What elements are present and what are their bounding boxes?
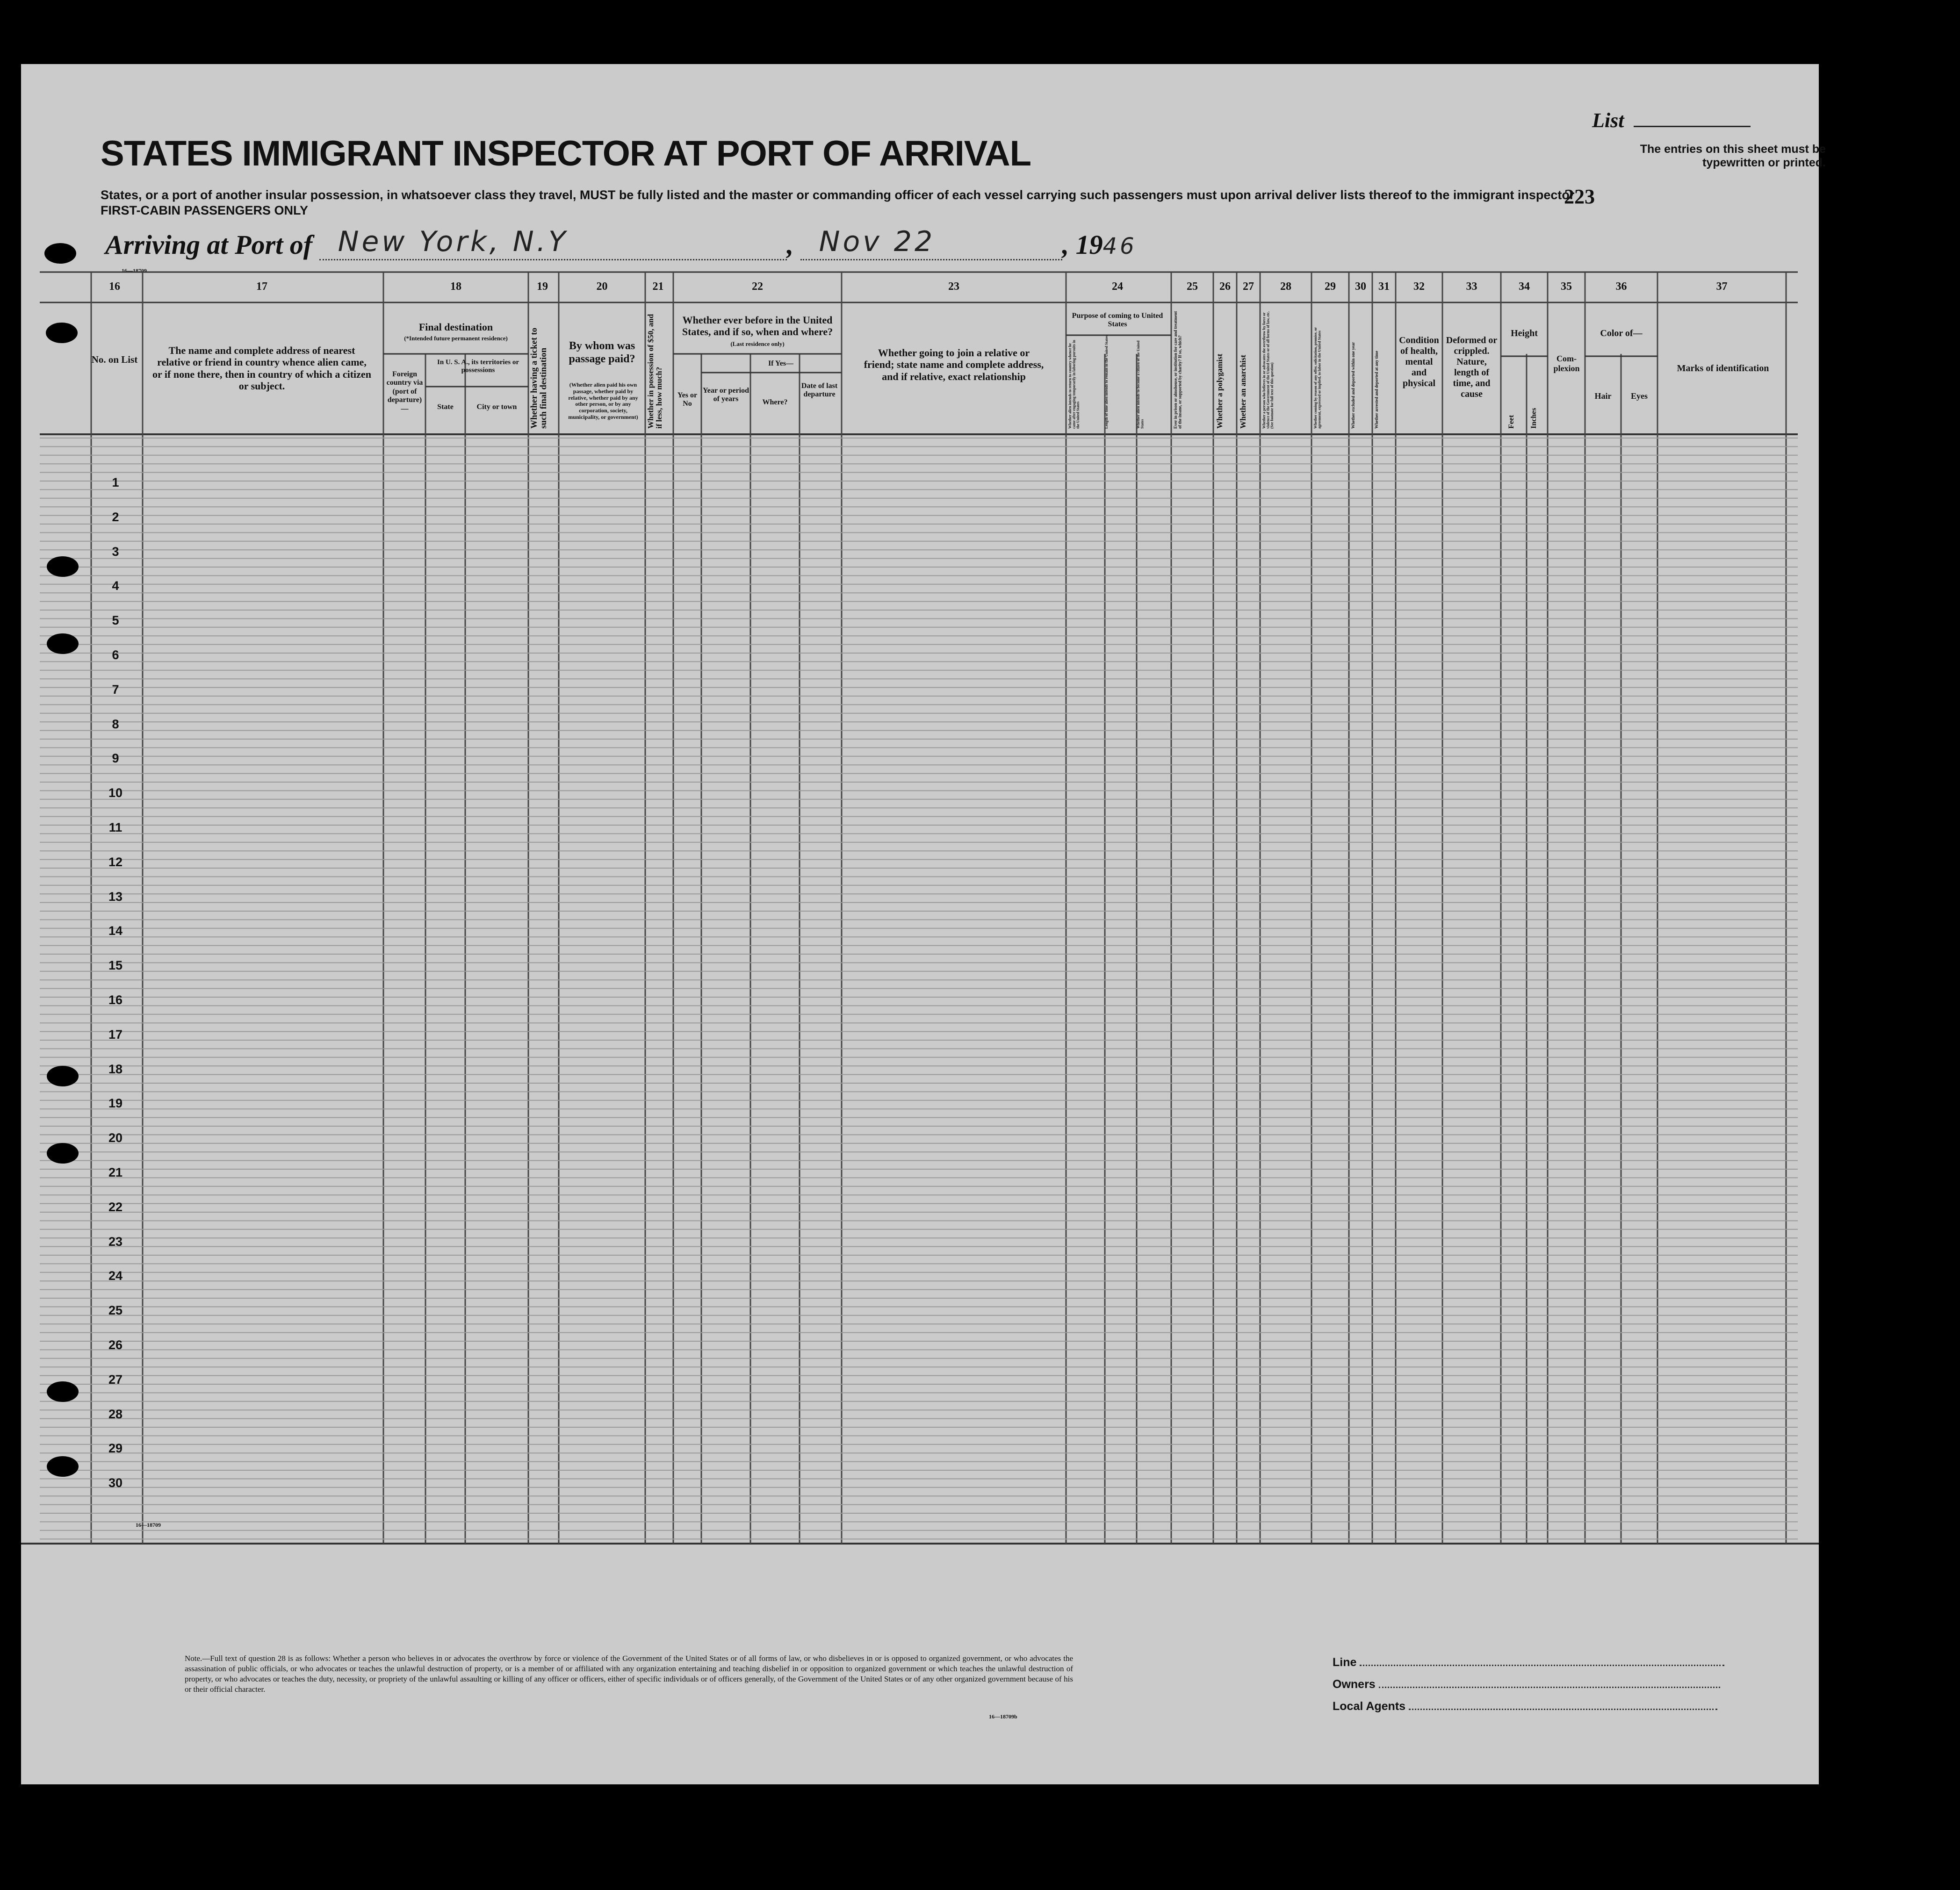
row-number: 8 bbox=[112, 717, 119, 731]
row-number: 27 bbox=[108, 1372, 123, 1387]
row-number: 9 bbox=[112, 751, 119, 766]
form-number: 16—18709 bbox=[122, 267, 147, 274]
arriving-label: Arriving at Port of bbox=[105, 230, 313, 260]
col-34-inches: Inches bbox=[1530, 408, 1538, 429]
row-number: 25 bbox=[108, 1303, 123, 1318]
agents-label: Local Agents bbox=[1333, 1700, 1406, 1713]
row-number: 4 bbox=[112, 579, 119, 593]
col-23-header: Whether going to join a relative or friend; state name and complete address, and if relative, exact relationship bbox=[864, 347, 1044, 382]
col-36-hair: Hair bbox=[1594, 391, 1612, 401]
col-32-header: Condition of health, mental and physical bbox=[1399, 335, 1439, 388]
col-33-header: Deformed or crippled. Nature, length of time, and cause bbox=[1446, 335, 1498, 399]
punch-hole bbox=[47, 1381, 79, 1402]
col-37-num: 37 bbox=[1716, 280, 1728, 293]
col-22-period: Year or period of years bbox=[703, 387, 749, 403]
row-number: 21 bbox=[108, 1165, 123, 1179]
col-31-header: Whether arrested and deported at any time bbox=[1374, 351, 1379, 429]
col-26-num: 26 bbox=[1219, 280, 1231, 293]
col-18-state: State bbox=[437, 403, 454, 411]
col-34-feet: Feet bbox=[1507, 415, 1515, 429]
row-number: 26 bbox=[108, 1338, 123, 1352]
col-22-yesno: Yes or No bbox=[677, 391, 698, 408]
line-row bbox=[1333, 1656, 1724, 1669]
col-36-header: Color of— bbox=[1600, 328, 1643, 338]
row-number: 19 bbox=[108, 1096, 123, 1111]
row-number: 22 bbox=[108, 1200, 123, 1214]
col-20-header: By whom was passage paid? bbox=[569, 340, 635, 365]
col-25-header: Ever in prison or almshouse, or institution for care and treatment of the insane, or supported by charity? If so, which? bbox=[1173, 311, 1182, 429]
col-31-num: 31 bbox=[1378, 280, 1390, 293]
col-28-header: Whether a person who believes in or advocates the overthrow by force or violence of the Government of the United States or of all forms of law, etc. (See footnote for full text of this question) bbox=[1262, 311, 1274, 429]
row-number: 20 bbox=[108, 1131, 123, 1145]
sheet-number: 223 bbox=[1564, 185, 1595, 208]
col-21-num: 21 bbox=[652, 280, 664, 293]
col-20-num: 20 bbox=[596, 280, 608, 293]
row-number: 28 bbox=[108, 1407, 123, 1421]
col-34-num: 34 bbox=[1519, 280, 1530, 293]
col-28-num: 28 bbox=[1280, 280, 1291, 293]
col-27-header: Whether an anarchist bbox=[1239, 354, 1247, 429]
punch-hole bbox=[47, 1456, 79, 1477]
manifest-sheet bbox=[21, 64, 1826, 1784]
row-number: 5 bbox=[112, 613, 119, 628]
row-number: 7 bbox=[112, 682, 119, 697]
col-18-foreign: Foreign country via (port of departure)— bbox=[386, 370, 423, 413]
col-23-num: 23 bbox=[948, 280, 959, 293]
entries-note: The entries on this sheet must be typewritten or printed. bbox=[1640, 143, 1826, 169]
col-29-header: Whether coming by reason of any offer, solicitation, promise, or agreement, expressed or implied, to labor in the United States bbox=[1313, 327, 1322, 429]
line-label: Line bbox=[1333, 1656, 1357, 1669]
col-18-num: 18 bbox=[450, 280, 461, 293]
col-36-num: 36 bbox=[1615, 280, 1627, 293]
owners-label: Owners bbox=[1333, 1678, 1376, 1691]
col-24-header: Purpose of coming to United States bbox=[1072, 312, 1163, 329]
col-32-num: 32 bbox=[1413, 280, 1425, 293]
footer-note: Note.—Full text of question 28 is as follows: Whether a person who believes in or advocates the overthrow by force or violence of the Government of the United States or of all forms of law, or who disbelieves in or is opposed to organized government, or who advocates the assassination of public officials, or who advocates or teaches the unlawful destruction of property, or is a member of or affiliated with any organization entertaining and teaching disbelief in or opposition to organized government or which teaches the unlawful destruction of property, or who advocates or teaches the duty, necessity, or propriety of the unlawful assaulting or killing of any officer or officers, either of specific individuals or of officers generally, of the Government of the United States or of any other organized government because of his or their official character. bbox=[185, 1654, 1073, 1694]
col-21-header: Whether in possession of $50, and if less, how much? bbox=[646, 314, 663, 429]
row-number: 29 bbox=[108, 1441, 123, 1456]
punch-hole bbox=[47, 1143, 79, 1164]
row-number: 10 bbox=[108, 786, 123, 800]
col-22-num: 22 bbox=[752, 280, 763, 293]
col-22-header: Whether ever before in the United States, and if so, when and where? bbox=[682, 314, 833, 338]
row-number: 13 bbox=[108, 889, 123, 904]
row-number: 16 bbox=[108, 993, 123, 1007]
col-24-b: Length of time alien intends to remain in the United States bbox=[1104, 335, 1109, 429]
col-18-city: City or town bbox=[476, 403, 517, 411]
row-number: 14 bbox=[108, 924, 123, 938]
col-24-a: Whether alien intends to return to country whence he came after engaging temporarily in laboring pursuits in the United States bbox=[1068, 340, 1080, 429]
row-number: 15 bbox=[108, 958, 123, 973]
year-value: 46 bbox=[1102, 233, 1137, 259]
col-24-c: Whether alien intends to become a citizen of the United States bbox=[1136, 340, 1145, 429]
row-number: 2 bbox=[112, 510, 119, 524]
col-18-usa: In U. S. A., its territories or possessions bbox=[437, 359, 519, 374]
port-value: New York, N.Y bbox=[338, 225, 569, 258]
punch-hole bbox=[47, 1066, 79, 1086]
col-17-header: The name and complete address of nearest relative or friend in country whence alien came, or if none there, then in country of which a citizen or subject. bbox=[152, 345, 371, 392]
col-22-date: Date of last departure bbox=[801, 382, 838, 399]
row-number: 18 bbox=[108, 1062, 123, 1076]
table-grid bbox=[21, 64, 1819, 1784]
col-33-num: 33 bbox=[1466, 280, 1477, 293]
col-16-header: No. on List bbox=[91, 354, 138, 365]
col-22-ifyes: If Yes— bbox=[768, 359, 794, 367]
col-35-header: Com-plexion bbox=[1553, 354, 1580, 373]
col-19-header: Whether having a ticket to such final destination bbox=[529, 327, 548, 429]
col-17-num: 17 bbox=[256, 280, 267, 293]
col-34-header: Height bbox=[1511, 328, 1538, 338]
row-number: 17 bbox=[108, 1027, 123, 1042]
col-30-header: Whether excluded and deported within one year bbox=[1351, 342, 1355, 429]
col-29-num: 29 bbox=[1325, 280, 1336, 293]
row-number: 23 bbox=[108, 1234, 123, 1249]
row-number: 24 bbox=[108, 1269, 123, 1283]
row-number: 12 bbox=[108, 855, 123, 869]
col-22-sub: (Last residence only) bbox=[730, 340, 785, 347]
punch-hole bbox=[46, 323, 78, 343]
row-number: 11 bbox=[108, 820, 122, 834]
col-26-header: Whether a polygamist bbox=[1215, 353, 1224, 429]
col-27-num: 27 bbox=[1243, 280, 1254, 293]
col-37-header: Marks of identification bbox=[1677, 363, 1769, 374]
owners-row bbox=[1333, 1678, 1720, 1691]
col-20-sub: (Whether alien paid his own passage, whether paid by relative, whether paid by any other person, or by any corporation, society, municipality, or government) bbox=[568, 381, 638, 420]
date-value: Nov 22 bbox=[819, 225, 936, 258]
page-title: STATES IMMIGRANT INSPECTOR AT PORT OF ARRIVAL bbox=[101, 134, 1031, 173]
col-25-num: 25 bbox=[1187, 280, 1198, 293]
list-label: List bbox=[1592, 109, 1624, 132]
row-number: 30 bbox=[108, 1476, 123, 1490]
table-form-number: 16—18709 bbox=[136, 1522, 161, 1528]
col-18-header: Final destination bbox=[418, 321, 493, 333]
col-35-num: 35 bbox=[1561, 280, 1572, 293]
subtitle: States, or a port of another insular possession, in whatsoever class they travel, MUST be fully listed and the master or commanding officer of each vessel carrying such passengers must upon arrival deliver lists thereof to the immigrant inspector bbox=[101, 188, 1575, 202]
col-19-num: 19 bbox=[537, 280, 548, 293]
punch-hole bbox=[47, 556, 79, 577]
punch-hole bbox=[44, 243, 76, 264]
col-24-num: 24 bbox=[1112, 280, 1123, 293]
col-18-sub: (*Intended future permanent residence) bbox=[404, 335, 508, 342]
col-16-num: 16 bbox=[109, 280, 120, 293]
punch-hole bbox=[47, 633, 79, 654]
row-number: 6 bbox=[112, 648, 119, 662]
agents-row bbox=[1333, 1700, 1717, 1713]
col-22-where: Where? bbox=[762, 398, 788, 406]
arriving-row: Arriving at Port of New York, N.Y , Nov 22 , 1946 bbox=[105, 225, 1137, 260]
col-36-eyes: Eyes bbox=[1631, 391, 1648, 401]
col-30-num: 30 bbox=[1355, 280, 1366, 293]
cabin-note: FIRST-CABIN PASSENGERS ONLY bbox=[101, 203, 309, 217]
row-number: 1 bbox=[112, 475, 119, 489]
footer-form-number: 16—18709b bbox=[989, 1713, 1017, 1720]
row-number: 3 bbox=[112, 544, 119, 559]
year-prefix: 19 bbox=[1075, 230, 1103, 260]
